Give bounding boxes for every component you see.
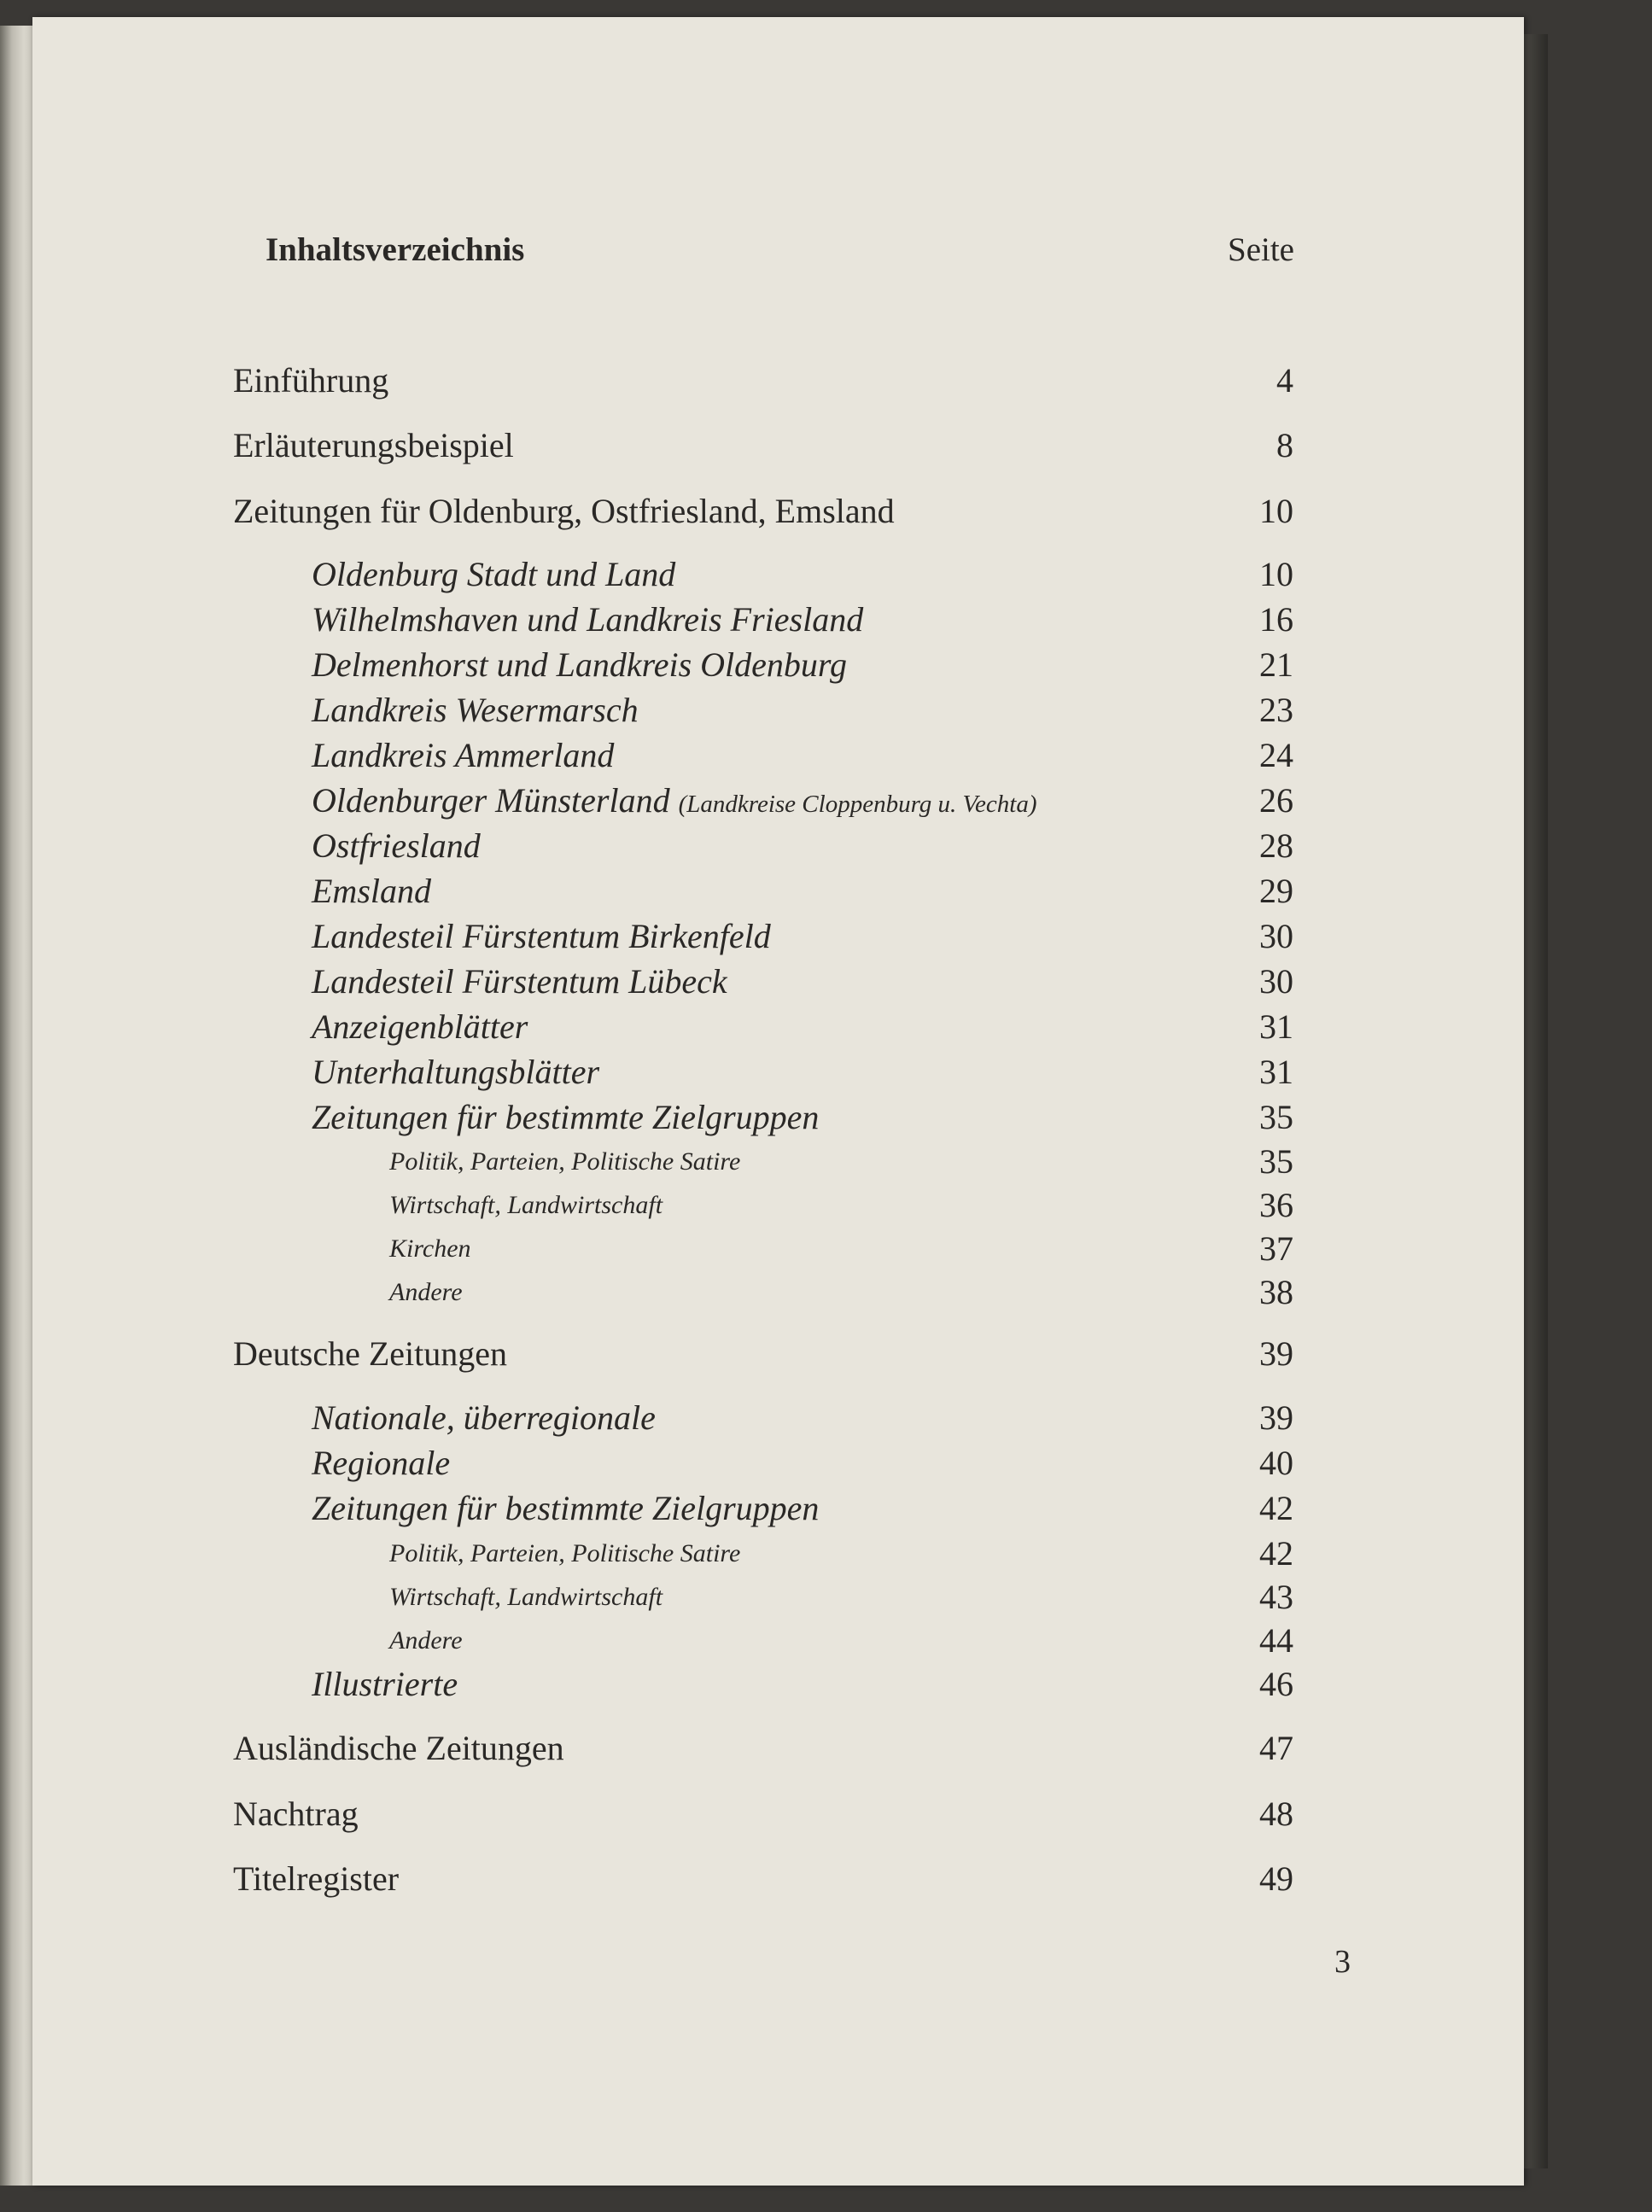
toc-entry-title: Ostfriesland <box>312 826 481 865</box>
toc-entry-title: Zeitungen für bestimmte Zielgruppen <box>312 1098 820 1136</box>
toc-entry-title: Nachtrag <box>233 1795 359 1833</box>
toc-entry-page: 39 <box>1259 1398 1293 1437</box>
toc-entry-title: Landesteil Fürstentum Lübeck <box>312 962 727 1001</box>
toc-entry-page: 42 <box>1259 1489 1293 1527</box>
toc-entry-page: 16 <box>1259 600 1293 639</box>
toc-entry-page: 44 <box>1259 1621 1293 1660</box>
toc-entry-title: Politik, Parteien, Politische Satire <box>389 1147 741 1176</box>
toc-entry-page: 31 <box>1259 1053 1293 1091</box>
toc-entry-title: Nationale, überregionale <box>312 1398 656 1437</box>
toc-entry-page: 28 <box>1259 826 1293 865</box>
toc-entry-page: 21 <box>1259 645 1293 684</box>
toc-entry-page: 38 <box>1259 1273 1293 1311</box>
toc-entry-title: Oldenburger Münsterland <box>312 781 670 820</box>
toc-entry-title: Wirtschaft, Landwirtschaft <box>389 1583 663 1611</box>
toc-entry-page: 24 <box>1259 736 1293 774</box>
toc-entry-title: Anzeigenblätter <box>312 1007 528 1046</box>
toc-heading: Inhaltsverzeichnis <box>266 231 525 268</box>
toc-entry-title: Regionale <box>312 1444 451 1482</box>
toc-entry-title: Zeitungen für Oldenburg, Ostfriesland, Emsland <box>233 492 895 530</box>
toc-entry-page: 37 <box>1259 1229 1293 1268</box>
book-spine <box>0 26 34 2186</box>
toc-entry-title: Kirchen <box>389 1234 471 1263</box>
toc-entry-title: Andere <box>389 1278 463 1306</box>
toc-entry-page: 40 <box>1259 1444 1293 1482</box>
toc-entry-title: Landkreis Ammerland <box>312 736 615 774</box>
toc-entry-page: 4 <box>1276 361 1293 400</box>
toc-entry-page: 48 <box>1259 1795 1293 1833</box>
page-edge <box>1524 34 1548 2168</box>
toc-entry-title: Ausländische Zeitungen <box>233 1729 564 1767</box>
toc-entry-title: Zeitungen für bestimmte Zielgruppen <box>312 1489 820 1527</box>
toc-entry-note: (Landkreise Cloppenburg u. Vechta) <box>678 791 1037 818</box>
toc-entry-title: Unterhaltungsblätter <box>312 1053 600 1091</box>
toc-entry-page: 31 <box>1259 1007 1293 1046</box>
toc-entry-page: 8 <box>1276 426 1293 464</box>
toc-entry-page: 10 <box>1259 492 1293 530</box>
page-column-label: Seite <box>1228 231 1294 268</box>
toc-entry-page: 29 <box>1259 872 1293 910</box>
toc-entry-page: 43 <box>1259 1578 1293 1616</box>
toc-entry-page: 49 <box>1259 1859 1293 1898</box>
toc-entry-page: 30 <box>1259 962 1293 1001</box>
toc-entry-page: 39 <box>1259 1334 1293 1373</box>
toc-entry-title: Titelregister <box>233 1859 400 1898</box>
toc-entry-page: 30 <box>1259 917 1293 955</box>
toc-entry-title: Deutsche Zeitungen <box>233 1334 507 1373</box>
toc-entry-title: Landesteil Fürstentum Birkenfeld <box>312 917 771 955</box>
toc-entry-page: 35 <box>1259 1098 1293 1136</box>
toc-entry-title: Illustrierte <box>312 1665 458 1703</box>
toc-entry-page: 36 <box>1259 1186 1293 1224</box>
toc-entry-page: 46 <box>1259 1665 1293 1703</box>
toc-entry-title: Landkreis Wesermarsch <box>312 691 639 729</box>
toc-entry-title: Delmenhorst und Landkreis Oldenburg <box>312 645 847 684</box>
toc-entry-title: Einführung <box>233 361 389 400</box>
toc-entry-title: Wilhelmshaven und Landkreis Friesland <box>312 600 864 639</box>
toc-entry-page: 35 <box>1259 1142 1293 1181</box>
toc-entry-page: 26 <box>1259 781 1293 820</box>
toc-entry-page: 47 <box>1259 1729 1293 1767</box>
book-page <box>32 17 1524 2186</box>
toc-entry-title: Wirtschaft, Landwirtschaft <box>389 1191 663 1219</box>
toc-entry-title: Erläuterungsbeispiel <box>233 426 514 464</box>
page-number: 3 <box>1334 1944 1351 1980</box>
toc-entry-title: Oldenburg Stadt und Land <box>312 555 676 593</box>
toc-entry-page: 10 <box>1259 555 1293 593</box>
toc-entry-title: Politik, Parteien, Politische Satire <box>389 1539 741 1567</box>
toc-entry-title: Emsland <box>312 872 431 910</box>
toc-entry-page: 42 <box>1259 1534 1293 1573</box>
toc-entry-page: 23 <box>1259 691 1293 729</box>
toc-entry-title: Andere <box>389 1626 463 1655</box>
